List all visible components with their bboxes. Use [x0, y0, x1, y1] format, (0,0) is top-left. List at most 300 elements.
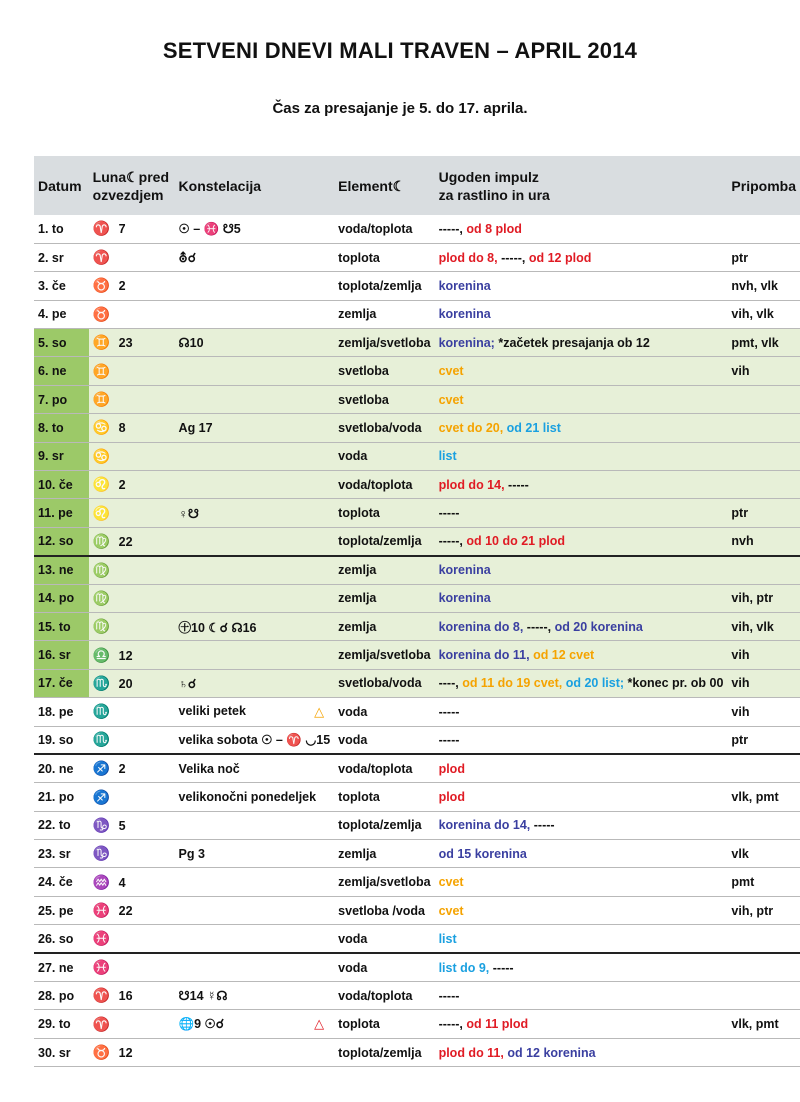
- impulz-segment: plod do 14,: [438, 477, 509, 492]
- cell-konstelacija: [175, 840, 335, 868]
- cell-konstelacija: [175, 1010, 335, 1038]
- header-impulz: [435, 156, 728, 215]
- impulz-segment: od 11 plod: [466, 1017, 529, 1032]
- cell-pripomba: [727, 982, 800, 1010]
- cell-konstelacija: [175, 612, 335, 640]
- cell-pripomba: vih, ptr: [727, 896, 800, 924]
- cell-impulz: [435, 669, 728, 697]
- luna-degree: 2: [118, 478, 126, 493]
- impulz-segment: -----: [438, 506, 460, 521]
- cell-pripomba: vih: [727, 357, 800, 385]
- zodiac-sign-icon: ♏: [92, 674, 111, 691]
- konstelacija-text: Velika noč: [178, 761, 240, 776]
- cell-datum: 21. po: [34, 783, 89, 811]
- cell-element: toplota: [334, 783, 434, 811]
- impulz-segment: plod: [438, 790, 465, 804]
- zodiac-sign-icon: ♒: [92, 873, 111, 890]
- table-row: [34, 471, 800, 499]
- cell-pripomba: ptr: [727, 243, 800, 271]
- cell-luna: [89, 896, 175, 924]
- cell-pripomba: vlk, pmt: [727, 1010, 800, 1038]
- cell-element: toplota: [334, 1010, 434, 1038]
- konstelacija-text: ☋14 ☿☊: [178, 989, 228, 1004]
- cell-pripomba: vih: [727, 641, 800, 669]
- cell-konstelacija: [175, 272, 335, 300]
- zodiac-sign-icon: ♈: [92, 249, 111, 266]
- impulz-segment: korenina: [438, 591, 491, 606]
- cell-konstelacija: [175, 357, 335, 385]
- table-row: [34, 243, 800, 271]
- cell-datum: 9. sr: [34, 442, 89, 470]
- impulz-segment: od 15 korenina: [438, 846, 527, 861]
- impulz-segment: od 10 do 21 plod: [466, 534, 565, 549]
- cell-pripomba: vih: [727, 669, 800, 697]
- cell-element: toplota: [334, 499, 434, 527]
- cell-luna: [89, 641, 175, 669]
- impulz-segment: od 11 do 19 cvet,: [462, 676, 566, 691]
- impulz-segment: -----: [438, 732, 460, 747]
- table-header-row: [34, 156, 800, 215]
- cell-pripomba: vih: [727, 698, 800, 726]
- cell-luna: [89, 357, 175, 385]
- table-row: [34, 584, 800, 612]
- cell-impulz: [435, 925, 728, 953]
- table-row: [34, 300, 800, 328]
- cell-pripomba: [727, 215, 800, 243]
- zodiac-sign-icon: ♍: [92, 561, 111, 578]
- cell-element: svetloba /voda: [334, 896, 434, 924]
- luna-degree: 22: [118, 534, 133, 549]
- cell-luna: [89, 783, 175, 811]
- cell-luna: [89, 556, 175, 584]
- cell-luna: [89, 442, 175, 470]
- impulz-segment: *konec pr. ob 00: [627, 676, 724, 691]
- cell-konstelacija: [175, 300, 335, 328]
- zodiac-sign-icon: ♎: [92, 646, 111, 663]
- cell-konstelacija: [175, 243, 335, 271]
- cell-luna: [89, 414, 175, 442]
- luna-degree: 8: [118, 421, 126, 436]
- zodiac-sign-icon: ♊: [92, 334, 111, 351]
- cell-impulz: [435, 272, 728, 300]
- impulz-segment: -----: [438, 988, 460, 1003]
- table-row: [34, 357, 800, 385]
- table-row: [34, 329, 800, 357]
- cell-pripomba: vih, ptr: [727, 584, 800, 612]
- header-luna-line1: Luna☾pred: [92, 168, 170, 185]
- cell-datum: 14. po: [34, 584, 89, 612]
- cell-konstelacija: [175, 329, 335, 357]
- cell-element: voda: [334, 925, 434, 953]
- cell-luna: [89, 698, 175, 726]
- header-impulz-line1: Ugoden impulz: [438, 168, 539, 185]
- cell-element: zemlja: [334, 300, 434, 328]
- zodiac-sign-icon: ♓: [92, 959, 111, 976]
- luna-degree: 12: [118, 648, 133, 663]
- luna-degree: 7: [118, 222, 126, 237]
- cell-impulz: [435, 811, 728, 839]
- cell-pripomba: [727, 556, 800, 584]
- cell-datum: 3. če: [34, 272, 89, 300]
- impulz-segment: korenina do 11,: [438, 648, 534, 663]
- cell-datum: 28. po: [34, 982, 89, 1010]
- cell-datum: 17. če: [34, 669, 89, 697]
- cell-luna: [89, 868, 175, 896]
- impulz-segment: od 12 cvet: [533, 648, 595, 663]
- table-row: [34, 669, 800, 697]
- impulz-segment: cvet: [438, 903, 464, 918]
- impulz-segment: korenina: [438, 278, 491, 293]
- table-row: [34, 527, 800, 555]
- konstelacija-text: Ag 17: [178, 420, 213, 435]
- cell-konstelacija: [175, 471, 335, 499]
- cell-luna: [89, 754, 175, 782]
- header-element: Element☾: [338, 177, 406, 194]
- zodiac-sign-icon: ♓: [92, 902, 111, 919]
- impulz-segment: -----,: [526, 619, 555, 634]
- cell-impulz: [435, 698, 728, 726]
- table-row: [34, 896, 800, 924]
- zodiac-sign-icon: ♋: [92, 447, 111, 464]
- table-row: [34, 442, 800, 470]
- cell-datum: 20. ne: [34, 754, 89, 782]
- cell-element: zemlja: [334, 840, 434, 868]
- cell-datum: 6. ne: [34, 357, 89, 385]
- table-row: [34, 840, 800, 868]
- luna-degree: 20: [118, 676, 133, 691]
- cell-datum: 19. so: [34, 726, 89, 754]
- cell-datum: 25. pe: [34, 896, 89, 924]
- cell-element: voda: [334, 953, 434, 981]
- cell-konstelacija: [175, 811, 335, 839]
- impulz-segment: od 12 korenina: [507, 1045, 596, 1060]
- konstelacija-text: velika sobota ☉ – ♈ ◡15: [178, 732, 331, 747]
- cell-element: zemlja/svetloba: [334, 641, 434, 669]
- table-row: [34, 953, 800, 981]
- cell-konstelacija: [175, 215, 335, 243]
- zodiac-sign-icon: ♋: [92, 419, 111, 436]
- header-luna: [89, 156, 175, 215]
- zodiac-sign-icon: ♌: [92, 476, 111, 493]
- table-row: [34, 726, 800, 754]
- zodiac-sign-icon: ♊: [92, 391, 111, 408]
- cell-impulz: [435, 1038, 728, 1066]
- impulz-segment: -----,: [438, 221, 467, 236]
- table-row: [34, 811, 800, 839]
- luna-degree: 5: [118, 818, 126, 833]
- cell-element: toplota/zemlja: [334, 272, 434, 300]
- cell-element: zemlja: [334, 556, 434, 584]
- cell-element: zemlja: [334, 612, 434, 640]
- cell-impulz: [435, 896, 728, 924]
- impulz-segment: od 20 list;: [565, 676, 628, 691]
- cell-impulz: [435, 754, 728, 782]
- cell-konstelacija: [175, 896, 335, 924]
- luna-degree: 22: [118, 904, 133, 919]
- cell-element: zemlja/svetloba: [334, 868, 434, 896]
- cell-impulz: [435, 414, 728, 442]
- konstelacija-text: 🌐9 ☉☌: [178, 1017, 225, 1032]
- cell-konstelacija: [175, 641, 335, 669]
- impulz-segment: korenina;: [438, 335, 499, 350]
- cell-luna: [89, 385, 175, 413]
- cell-luna: [89, 329, 175, 357]
- zodiac-sign-icon: ♐: [92, 760, 111, 777]
- cell-element: toplota/zemlja: [334, 811, 434, 839]
- konstelacija-text: ☊10: [178, 336, 204, 351]
- konstelacija-text: ♄☌: [178, 676, 197, 691]
- cell-element: voda/toplota: [334, 982, 434, 1010]
- table-row: [34, 556, 800, 584]
- cell-impulz: [435, 243, 728, 271]
- cell-datum: 24. če: [34, 868, 89, 896]
- cell-pripomba: [727, 471, 800, 499]
- impulz-segment: -----,: [501, 250, 529, 265]
- table-row: [34, 783, 800, 811]
- cell-element: voda: [334, 726, 434, 754]
- cell-konstelacija: [175, 385, 335, 413]
- zodiac-sign-icon: ♊: [92, 362, 111, 379]
- cell-luna: [89, 584, 175, 612]
- table-row: [34, 499, 800, 527]
- impulz-segment: korenina do 8,: [438, 619, 527, 634]
- cell-datum: 4. pe: [34, 300, 89, 328]
- cell-luna: [89, 272, 175, 300]
- cell-konstelacija: [175, 698, 335, 726]
- header-pripomba: Pripomba: [731, 177, 796, 194]
- cell-datum: 5. so: [34, 329, 89, 357]
- zodiac-sign-icon: ♐: [92, 788, 111, 805]
- cell-impulz: [435, 357, 728, 385]
- cell-impulz: [435, 783, 728, 811]
- zodiac-sign-icon: ♍: [92, 532, 111, 549]
- cell-datum: 18. pe: [34, 698, 89, 726]
- cell-element: svetloba/voda: [334, 414, 434, 442]
- cell-impulz: [435, 215, 728, 243]
- cell-pripomba: pmt: [727, 868, 800, 896]
- luna-degree: 23: [118, 336, 133, 351]
- cell-datum: 30. sr: [34, 1038, 89, 1066]
- table-row: [34, 754, 800, 782]
- cell-datum: 10. če: [34, 471, 89, 499]
- cell-element: voda: [334, 442, 434, 470]
- zodiac-sign-icon: ♉: [92, 1044, 111, 1061]
- impulz-segment: od 21 list: [506, 420, 561, 435]
- cell-element: voda/toplota: [334, 754, 434, 782]
- konstelacija-text: veliki petek: [178, 703, 246, 718]
- cell-konstelacija: [175, 1038, 335, 1066]
- cell-konstelacija: [175, 754, 335, 782]
- warning-triangle-icon: △: [314, 703, 325, 719]
- impulz-segment: list: [438, 449, 457, 464]
- cell-pripomba: [727, 953, 800, 981]
- impulz-segment: korenina do 14,: [438, 818, 534, 833]
- luna-degree: 2: [118, 762, 126, 777]
- cell-datum: 27. ne: [34, 953, 89, 981]
- cell-luna: [89, 243, 175, 271]
- zodiac-sign-icon: ♍: [92, 589, 111, 606]
- cell-element: voda/toplota: [334, 215, 434, 243]
- cell-konstelacija: [175, 414, 335, 442]
- cell-element: toplota: [334, 243, 434, 271]
- cell-datum: 11. pe: [34, 499, 89, 527]
- cell-luna: [89, 811, 175, 839]
- cell-element: svetloba: [334, 357, 434, 385]
- cell-konstelacija: [175, 442, 335, 470]
- cell-luna: [89, 215, 175, 243]
- cell-pripomba: [727, 811, 800, 839]
- cell-pripomba: [727, 442, 800, 470]
- header-konstelacija: Konstelacija: [178, 177, 262, 194]
- cell-datum: 13. ne: [34, 556, 89, 584]
- konstelacija-text: velikonočni ponedeljek: [178, 790, 317, 804]
- cell-datum: 16. sr: [34, 641, 89, 669]
- cell-impulz: [435, 840, 728, 868]
- cell-pripomba: vih, vlk: [727, 612, 800, 640]
- cell-pripomba: [727, 1038, 800, 1066]
- impulz-segment: cvet: [438, 875, 464, 890]
- impulz-segment: list: [438, 931, 457, 946]
- cell-impulz: [435, 556, 728, 584]
- cell-element: toplota/zemlja: [334, 1038, 434, 1066]
- zodiac-sign-icon: ♏: [92, 731, 111, 748]
- cell-impulz: [435, 442, 728, 470]
- cell-konstelacija: [175, 982, 335, 1010]
- table-row: [34, 698, 800, 726]
- cell-pripomba: nvh, vlk: [727, 272, 800, 300]
- cell-datum: 29. to: [34, 1010, 89, 1038]
- cell-luna: [89, 1038, 175, 1066]
- impulz-segment: -----,: [438, 534, 467, 549]
- zodiac-sign-icon: ♈: [92, 1015, 111, 1032]
- cell-pripomba: ptr: [727, 499, 800, 527]
- cell-luna: [89, 527, 175, 555]
- table-row: [34, 925, 800, 953]
- cell-luna: [89, 669, 175, 697]
- cell-luna: [89, 982, 175, 1010]
- table-row: [34, 1010, 800, 1038]
- cell-impulz: [435, 641, 728, 669]
- cell-luna: [89, 499, 175, 527]
- zodiac-sign-icon: ♑: [92, 845, 111, 862]
- impulz-segment: plod do 8,: [438, 250, 502, 265]
- cell-pripomba: [727, 414, 800, 442]
- cell-konstelacija: [175, 925, 335, 953]
- cell-konstelacija: [175, 669, 335, 697]
- cell-luna: [89, 840, 175, 868]
- cell-luna: [89, 953, 175, 981]
- cell-impulz: [435, 868, 728, 896]
- table-row: [34, 868, 800, 896]
- table-row: [34, 612, 800, 640]
- impulz-segment: plod: [438, 761, 465, 776]
- cell-element: zemlja/svetloba: [334, 329, 434, 357]
- zodiac-sign-icon: ♈: [92, 987, 111, 1004]
- cell-pripomba: nvh: [727, 527, 800, 555]
- impulz-segment: korenina: [438, 307, 491, 322]
- table-row: [34, 215, 800, 243]
- cell-luna: [89, 726, 175, 754]
- cell-impulz: [435, 300, 728, 328]
- header-impulz-line2: za rastlino in ura: [438, 186, 550, 203]
- table-row: [34, 414, 800, 442]
- konstelacija-text: ㊉10 ☾☌ ☊16: [178, 620, 257, 635]
- cell-konstelacija: [175, 584, 335, 612]
- cell-element: voda/toplota: [334, 471, 434, 499]
- impulz-segment: plod do 11,: [438, 1045, 508, 1060]
- cell-impulz: [435, 1010, 728, 1038]
- cell-datum: 12. so: [34, 527, 89, 555]
- cell-luna: [89, 612, 175, 640]
- cell-impulz: [435, 612, 728, 640]
- impulz-segment: od 8 plod: [466, 221, 522, 236]
- cell-element: svetloba/voda: [334, 669, 434, 697]
- cell-impulz: [435, 527, 728, 555]
- impulz-segment: -----,: [438, 1017, 467, 1032]
- zodiac-sign-icon: ♓: [92, 930, 111, 947]
- cell-konstelacija: [175, 953, 335, 981]
- header-luna-line2: ozvezdjem: [92, 186, 164, 203]
- zodiac-sign-icon: ♈: [92, 220, 111, 237]
- luna-degree: 16: [118, 989, 133, 1004]
- cell-luna: [89, 471, 175, 499]
- table-row: [34, 641, 800, 669]
- cell-pripomba: pmt, vlk: [727, 329, 800, 357]
- zodiac-sign-icon: ♍: [92, 618, 111, 635]
- cell-konstelacija: [175, 868, 335, 896]
- sowing-calendar-table: [34, 156, 800, 1067]
- impulz-segment: korenina: [438, 563, 491, 578]
- impulz-segment: -----: [508, 477, 529, 492]
- zodiac-sign-icon: ♉: [92, 277, 111, 294]
- cell-impulz: [435, 953, 728, 981]
- impulz-segment: *začetek presajanja ob 12: [498, 335, 650, 350]
- cell-konstelacija: [175, 499, 335, 527]
- table-row: [34, 385, 800, 413]
- konstelacija-text: ♀☋: [178, 506, 200, 521]
- cell-pripomba: vlk: [727, 840, 800, 868]
- cell-datum: 7. po: [34, 385, 89, 413]
- cell-konstelacija: [175, 556, 335, 584]
- impulz-segment: list do 9,: [438, 960, 493, 975]
- cell-konstelacija: [175, 527, 335, 555]
- cell-datum: 23. sr: [34, 840, 89, 868]
- cell-pripomba: [727, 385, 800, 413]
- luna-degree: 4: [118, 875, 126, 890]
- zodiac-sign-icon: ♑: [92, 816, 111, 833]
- cell-element: toplota/zemlja: [334, 527, 434, 555]
- cell-pripomba: ptr: [727, 726, 800, 754]
- konstelacija-text: Pg 3: [178, 846, 205, 861]
- konstelacija-text: ☉ – ♓ ☋5: [178, 221, 241, 236]
- table-row: [34, 272, 800, 300]
- cell-luna: [89, 300, 175, 328]
- cell-datum: 8. to: [34, 414, 89, 442]
- cell-impulz: [435, 499, 728, 527]
- cell-datum: 15. to: [34, 612, 89, 640]
- cell-impulz: [435, 584, 728, 612]
- header-datum: Datum: [38, 177, 82, 194]
- page-title: SETVENI DNEVI MALI TRAVEN – APRIL 2014: [162, 38, 638, 63]
- impulz-segment: -----: [492, 960, 514, 975]
- impulz-segment: -----: [438, 704, 460, 719]
- cell-impulz: [435, 471, 728, 499]
- cell-element: voda: [334, 698, 434, 726]
- warning-triangle-icon: △: [314, 1016, 325, 1032]
- impulz-segment: cvet: [438, 392, 464, 407]
- cell-datum: 22. to: [34, 811, 89, 839]
- impulz-segment: cvet do 20,: [438, 420, 507, 435]
